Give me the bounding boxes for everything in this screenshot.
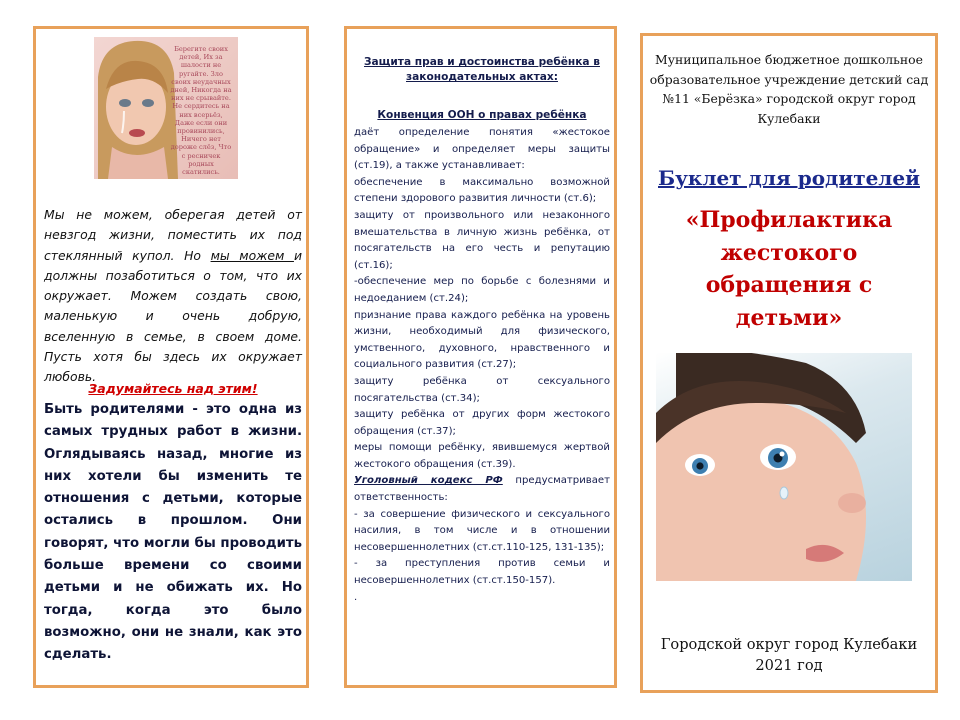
liability-item: - за преступления против семьи и несовершеннолетних (ст.ст.150-157). (354, 558, 610, 587)
crying-child-photo (656, 353, 912, 581)
criminal-code-line (354, 473, 610, 506)
intro-emphasis: мы можем (210, 247, 294, 263)
middle-panel (344, 26, 617, 688)
rights-paragraph: признание права каждого ребёнка на уровень жизни, необходимый для физического, умственного, духовного, нравственного и социального развития (ст.27); (354, 309, 610, 371)
organization-name: Муниципальное бюджетное дошкольное образовательное учреждение детский сад №11 «Берёзка» городской округ город Кулебаки (649, 52, 929, 126)
think-heading: Задумайтесь над этим! (88, 381, 258, 396)
crying-child-illustration (656, 353, 912, 581)
criminal-code-tail: предусматривает ответственность: (354, 475, 610, 504)
liability-item: - за совершение физического и сексуального насилия, в том числе и в отношении несовершеннолетних (ст.ст.110-125, 131-135); (354, 508, 610, 553)
rights-paragraph: даёт определение понятия «жестокое обращение» и определяет меры защиты (ст.19), а также устанавливает: (354, 127, 610, 172)
liability-item: . (354, 591, 358, 603)
criminal-code-label: Уголовный кодекс РФ (354, 475, 503, 487)
crying-girl-photo (94, 37, 238, 179)
intro-text-1: Мы не можем, оберегая детей от невзгод жизни, поместить их под стеклянный купол. Но (44, 207, 302, 263)
main-title: «Профилактика жестокого обращения с детьми» (685, 207, 893, 331)
rights-paragraph: защиту ребёнка от сексуального посягательства (ст.34); (354, 375, 610, 404)
rights-paragraph: обеспечение в максимально возможной степени здорового развития личности (ст.6); (354, 176, 610, 205)
rights-heading: Защита прав и достоинства ребёнка в законодательных актах: (364, 56, 600, 83)
footer-city: Городской округ город Кулебаки (660, 636, 918, 653)
convention-heading: Конвенция ООН о правах ребёнка (377, 109, 587, 121)
cover-panel (640, 33, 938, 693)
intro-paragraph (44, 205, 302, 388)
rights-body (354, 125, 610, 606)
rights-paragraph: защиту ребёнка от других форм жестокого обращения (ст.37); (354, 409, 610, 437)
poem-text: Берегите своих детей, Их за шалости не ругайте. Зло своих неудачных дней, Никогда на них не срывайте. Не сердитесь на них всерьёз, Даже если они провинились, Ничего нет дороже слёз, Что с ресничек родных скатились. (170, 45, 232, 177)
intro-text-2: и должны позаботиться о том, что их окружает. Можем создать свою, маленькую и очень добрую, вселенную в семье, в своем доме. Пусть хотя бы здесь их окружает любовь. (44, 247, 302, 385)
booklet-title: Буклет для родителей (658, 166, 920, 190)
parenting-paragraph: Быть родителями - это одна из самых трудных работ в жизни. Оглядываясь назад, многие из них хотели бы изменить те отношения с детьми, которые остались в прошлом. Они говорят, что могли бы проводить больше времени со своими детьми и не обижать их. Но тогда, когда это было возможно, они не знали, как это сделать. (44, 402, 302, 663)
rights-paragraph: меры помощи ребёнку, явившемуся жертвой жестокого обращения (ст.39). (354, 442, 610, 470)
left-panel (33, 26, 309, 688)
rights-paragraph: защиту от произвольного или незаконного вмешательства в личную жизнь ребёнка, от посягательств на его честь и репутацию (ст.16); (354, 209, 610, 271)
footer-year: 2021 год (755, 657, 823, 674)
rights-paragraph: -обеспечение мер по борьбе с болезнями и недоеданием (ст.24); (354, 276, 610, 304)
cover-footer (647, 634, 931, 676)
